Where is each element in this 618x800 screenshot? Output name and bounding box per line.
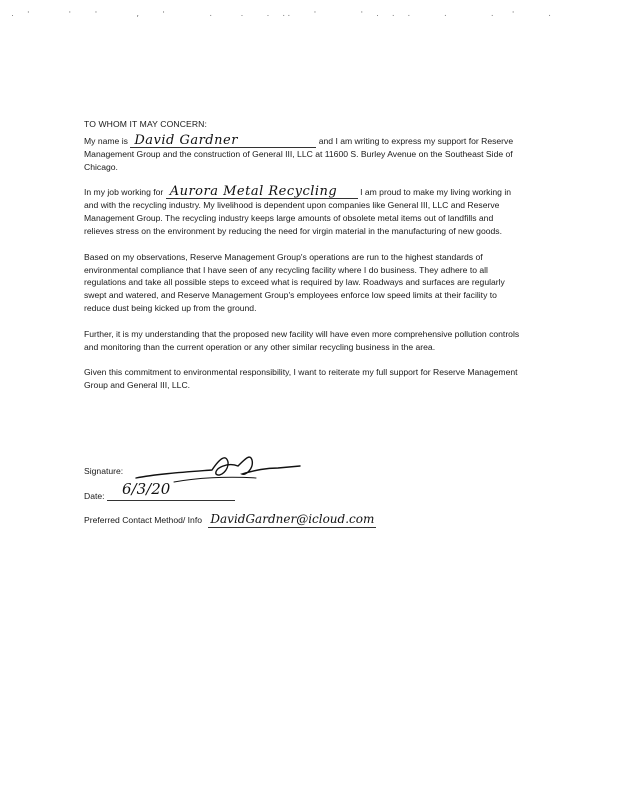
handwritten-company: Aurora Metal Recycling <box>169 184 338 200</box>
date-row <box>84 480 235 501</box>
paragraph-introduction <box>84 132 520 174</box>
date-label: Date: <box>84 491 105 501</box>
intro-text: and I am writing to express my support for Reserve Management Group and the construction of General III, LLC at 11600 S. Burley Avenue on the Southeast Side of Chicago. <box>84 135 514 172</box>
paragraph-new-facility: Further, it is my understanding that the proposed new facility will have even more comprehensive pollution controls and monitoring than the current operation or any other similar recycling business in the area. <box>84 328 520 352</box>
paragraph-observations: Based on my observations, Reserve Management Group's operations are run to the highest standards of environmental compliance that I have seen of any recycling facility where I do business. They adhere to all regulations and take all possible steps to exceed what is required by law. Roadways and surfaces are regularly swept and watered, and Reserve Management Group's employees enforce low speed limits at their facility to reduce dust being kicked up from the ground. <box>84 251 505 313</box>
letter-body <box>84 118 520 405</box>
handwritten-date: 6/3/20 <box>122 480 171 498</box>
intro-prefix: My name is <box>84 135 128 146</box>
signature-block <box>84 448 464 538</box>
paragraph-employment <box>84 186 520 237</box>
company-fill-line <box>166 186 358 199</box>
employment-prefix: In my job working for <box>84 187 164 198</box>
handwritten-contact: DavidGardner@icloud.com <box>210 512 375 526</box>
name-fill-line <box>130 132 316 148</box>
handwritten-name: David Gardner <box>134 132 238 148</box>
signature-label: Signature: <box>84 466 124 476</box>
paragraph-conclusion: Given this commitment to environmental responsibility, I want to reiterate my full support for Reserve Management Group and General III, LLC. <box>84 367 518 391</box>
salutation: TO WHOM IT MAY CONCERN: <box>84 119 207 129</box>
employment-text: I am proud to make my living working in and with the recycling industry. My livelihood is dependent upon companies like General III, LLC and Reserve Management Group. The recycling industry keeps large amounts of obsolete metal items out of landfills and relieves stress on the environment by reducing the need for virgin material in the manufacturing of new goods. <box>84 187 512 236</box>
contact-label: Preferred Contact Method/ Info <box>84 515 202 525</box>
scan-artifact-specks: . ' ' ' , ' . . . .. ' ' . . . . . ' . <box>0 10 553 18</box>
contact-row <box>84 512 376 528</box>
